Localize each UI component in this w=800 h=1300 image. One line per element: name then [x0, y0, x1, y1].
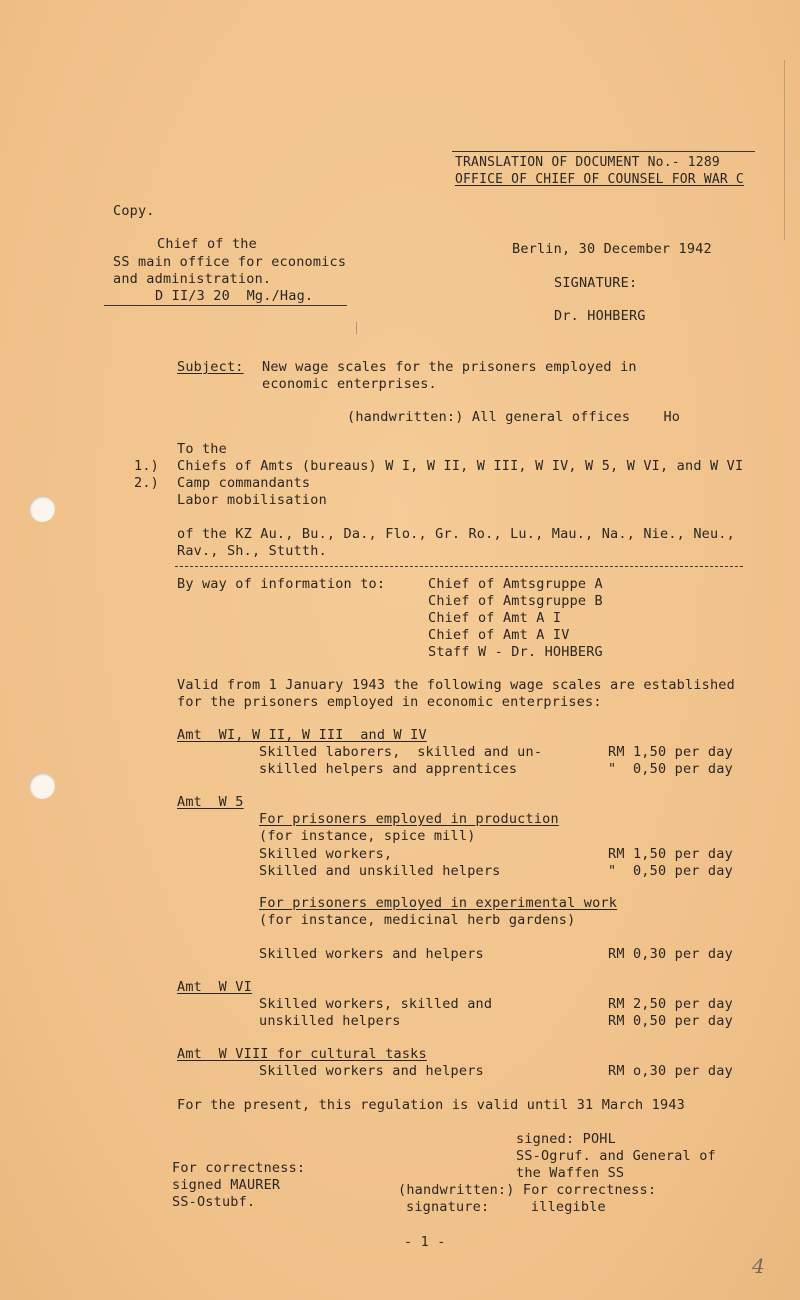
subject-label: Subject:	[177, 359, 244, 375]
stray-mark	[356, 322, 357, 334]
information-item: Chief of Amt A I	[428, 610, 562, 626]
sender-line-2: SS main office for economics	[113, 254, 347, 270]
addressee-to: To the	[177, 441, 227, 457]
wage-row-label: Skilled workers and helpers	[259, 946, 484, 962]
camps-line-1: of the KZ Au., Bu., Da., Flo., Gr. Ro., Lu., Mau., Na., Nie., Neu.,	[177, 526, 735, 542]
signature-left-1: For correctness:	[172, 1160, 306, 1176]
header-line-1: TRANSLATION OF DOCUMENT No.- 1289	[455, 155, 720, 170]
wage-row-label: Skilled workers, skilled and	[259, 996, 493, 1012]
subsection-note: (for instance, medicinal herb gardens)	[259, 912, 576, 928]
wage-row-label: Skilled laborers, skilled and un-	[259, 744, 543, 760]
intro-line-1: Valid from 1 January 1943 the following wage scales are established	[177, 677, 735, 693]
subsection-heading: For prisoners employed in production	[259, 811, 559, 827]
copy-label: Copy.	[113, 203, 155, 219]
header-line-2: OFFICE OF CHIEF OF COUNSEL FOR WAR C	[455, 172, 744, 187]
wage-row-rate: RM o,30 per day	[608, 1063, 733, 1079]
section-heading: Amt W VIII for cultural tasks	[177, 1046, 427, 1062]
signature-label: SIGNATURE:	[554, 275, 638, 291]
information-item: Chief of Amtsgruppe A	[428, 576, 603, 592]
punch-hole	[29, 496, 55, 522]
wage-row-rate: " 0,50 per day	[608, 863, 733, 879]
sender-line-1: Chief of the	[157, 236, 257, 252]
addressee-number-1: 1.)	[134, 458, 159, 474]
wage-row-rate: RM 0,50 per day	[608, 1013, 733, 1029]
wage-row-label: Skilled and unskilled helpers	[259, 863, 501, 879]
wage-row-rate: RM 2,50 per day	[608, 996, 733, 1012]
wage-row-rate: RM 1,50 per day	[608, 744, 733, 760]
signer-name: Dr. HOHBERG	[554, 308, 646, 324]
punch-hole	[29, 773, 55, 799]
subsection-heading: For prisoners employed in experimental work	[259, 895, 618, 911]
sender-reference: D II/3 20 Mg./Hag.	[155, 288, 314, 304]
wage-row-rate: " 0,50 per day	[608, 761, 733, 777]
sender-line-3: and administration.	[113, 271, 272, 287]
section-heading: Amt W VI	[177, 979, 252, 995]
camps-line-2: Rav., Sh., Stutth.	[177, 543, 327, 559]
header-top-rule	[452, 151, 755, 152]
subsection-note: (for instance, spice mill)	[259, 828, 476, 844]
validity-statement: For the present, this regulation is valid until 31 March 1943	[177, 1097, 685, 1113]
wage-row-label: Skilled workers and helpers	[259, 1063, 484, 1079]
addressee-line-2: Camp commandants	[177, 475, 311, 491]
subject-line-1: New wage scales for the prisoners employed in	[262, 359, 637, 375]
signature-right-4: (handwritten:) For correctness:	[398, 1182, 657, 1198]
page-number: - 1 -	[404, 1234, 446, 1250]
sender-rule	[104, 305, 347, 306]
wage-row-label: skilled helpers and apprentices	[259, 761, 518, 777]
place-date: Berlin, 30 December 1942	[512, 241, 712, 257]
addressee-number-2: 2.)	[134, 475, 159, 491]
signature-left-3: SS-Ostubf.	[172, 1194, 256, 1210]
section-heading: Amt WI, W II, W III and W IV	[177, 727, 427, 743]
wage-row-label: unskilled helpers	[259, 1013, 401, 1029]
information-label: By way of information to:	[177, 576, 386, 592]
signature-right-5: signature: illegible	[406, 1199, 606, 1215]
separator-rule	[175, 566, 743, 567]
addressee-line-3: Labor mobilisation	[177, 492, 327, 508]
signature-right-2: SS-Ogruf. and General of	[516, 1148, 716, 1164]
signature-left-2: signed MAURER	[172, 1177, 281, 1193]
signature-right-3: the Waffen SS	[516, 1165, 625, 1181]
wage-row-label: Skilled workers,	[259, 846, 393, 862]
subject-line-2: economic enterprises.	[262, 376, 437, 392]
section-heading: Amt W 5	[177, 794, 244, 810]
information-item: Chief of Amtsgruppe B	[428, 593, 603, 609]
information-item: Chief of Amt A IV	[428, 627, 570, 643]
margin-page-number: 4	[752, 1254, 765, 1278]
information-item: Staff W - Dr. HOHBERG	[428, 644, 603, 660]
signature-right-1: signed: POHL	[516, 1131, 616, 1147]
wage-row-rate: RM 0,30 per day	[608, 946, 733, 962]
handwritten-note: (handwritten:) All general offices Ho	[347, 409, 681, 425]
intro-line-2: for the prisoners employed in economic enterprises:	[177, 694, 602, 710]
wage-row-rate: RM 1,50 per day	[608, 846, 733, 862]
addressee-line-1: Chiefs of Amts (bureaus) W I, W II, W III, W IV, W 5, W VI, and W VI	[177, 458, 744, 474]
edge-mark	[784, 60, 785, 240]
